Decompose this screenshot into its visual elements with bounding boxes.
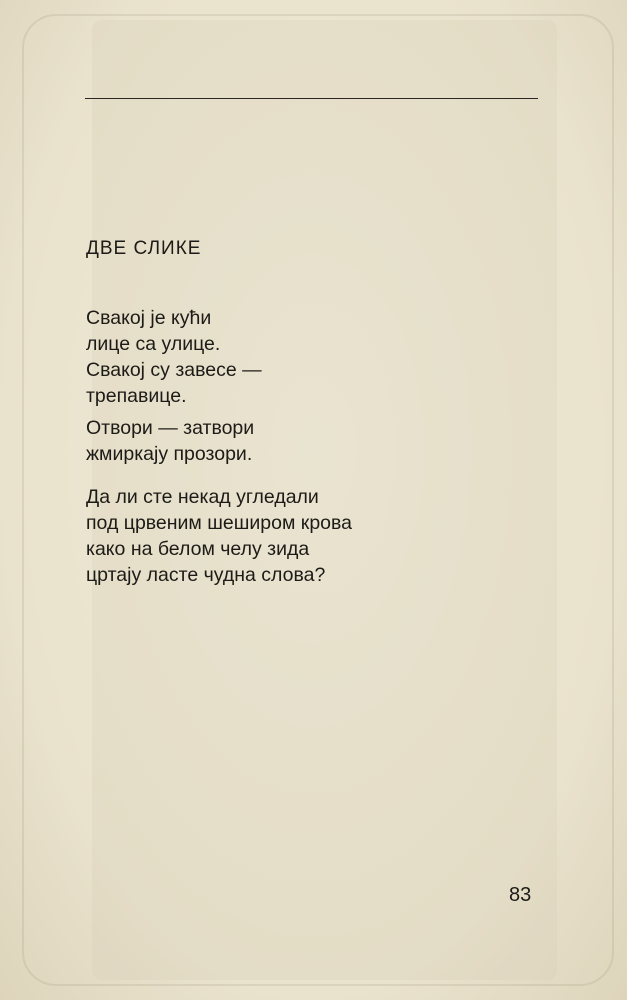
- poem-line: цртају ласте чудна слова?: [86, 564, 326, 586]
- poem-line: Да ли сте некад угледали: [86, 486, 319, 508]
- poem-line: лице са улице.: [86, 333, 221, 355]
- poem-line: жмиркају прозори.: [86, 443, 253, 465]
- page-number: 83: [509, 884, 532, 906]
- poem-line: трепавице.: [86, 385, 187, 407]
- stanza-2: [86, 415, 254, 467]
- stanza-3: [86, 484, 352, 588]
- poem-line: Свакој су завесе —: [86, 359, 262, 381]
- header-rule: [85, 98, 538, 99]
- poem-line: Свакој је кући: [86, 307, 212, 329]
- poem-line: Отвори — затвори: [86, 417, 255, 439]
- stanza-1: [86, 305, 262, 409]
- poem-line: под црвеним шеширом крова: [86, 512, 353, 534]
- poem-line: како на белом челу зида: [86, 538, 310, 560]
- poem-title: ДВЕ СЛИКЕ: [86, 238, 202, 259]
